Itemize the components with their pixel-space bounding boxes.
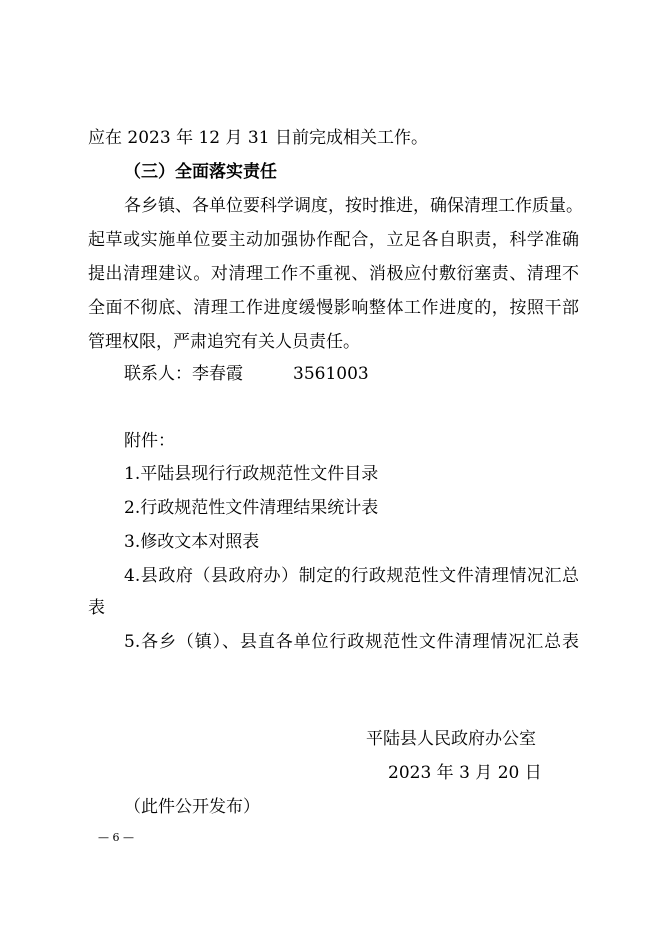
body-line-3: 各乡镇、各单位要科学调度，按时推进，确保清理工作质量。 [124,196,583,216]
attachment-item-2: 2.行政规范性文件清理结果统计表 [124,498,379,518]
attachments-title: 附件： [124,431,175,451]
section-heading: （三）全面落实责任 [124,162,277,182]
attachment-item-1: 1.平陆县现行行政规范性文件目录 [124,464,379,484]
publish-note: （此件公开发布） [124,797,260,817]
attachment-item-5: 5.各乡（镇）、县直各单位行政规范性文件清理情况汇总表 [124,632,579,652]
body-line-6: 全面不彻底、清理工作进度缓慢影响整体工作进度的，按照干部 [88,298,579,318]
contact-label: 联系人：李春霞 [124,364,243,384]
contact-phone: 3561003 [293,364,369,384]
body-line-4: 起草或实施单位要主动加强协作配合，立足各自职责，科学准确 [88,230,579,250]
attachment-item-4-continued: 表 [88,598,105,618]
attachment-item-4: 4.县政府（县政府办）制定的行政规范性文件清理情况汇总 [124,566,579,586]
body-line-1: 应在 2023 年 12 月 31 日前完成相关工作。 [88,128,428,148]
body-line-7: 管理权限，严肃追究有关人员责任。 [88,332,360,352]
attachment-item-3: 3.修改文本对照表 [124,532,260,552]
signature-org: 平陆县人民政府办公室 [366,729,536,749]
body-line-5: 提出清理建议。对清理工作不重视、消极应付敷衍塞责、清理不 [88,264,579,284]
page-number: — 6 — [98,831,134,844]
signature-date: 2023 年 3 月 20 日 [388,763,542,783]
